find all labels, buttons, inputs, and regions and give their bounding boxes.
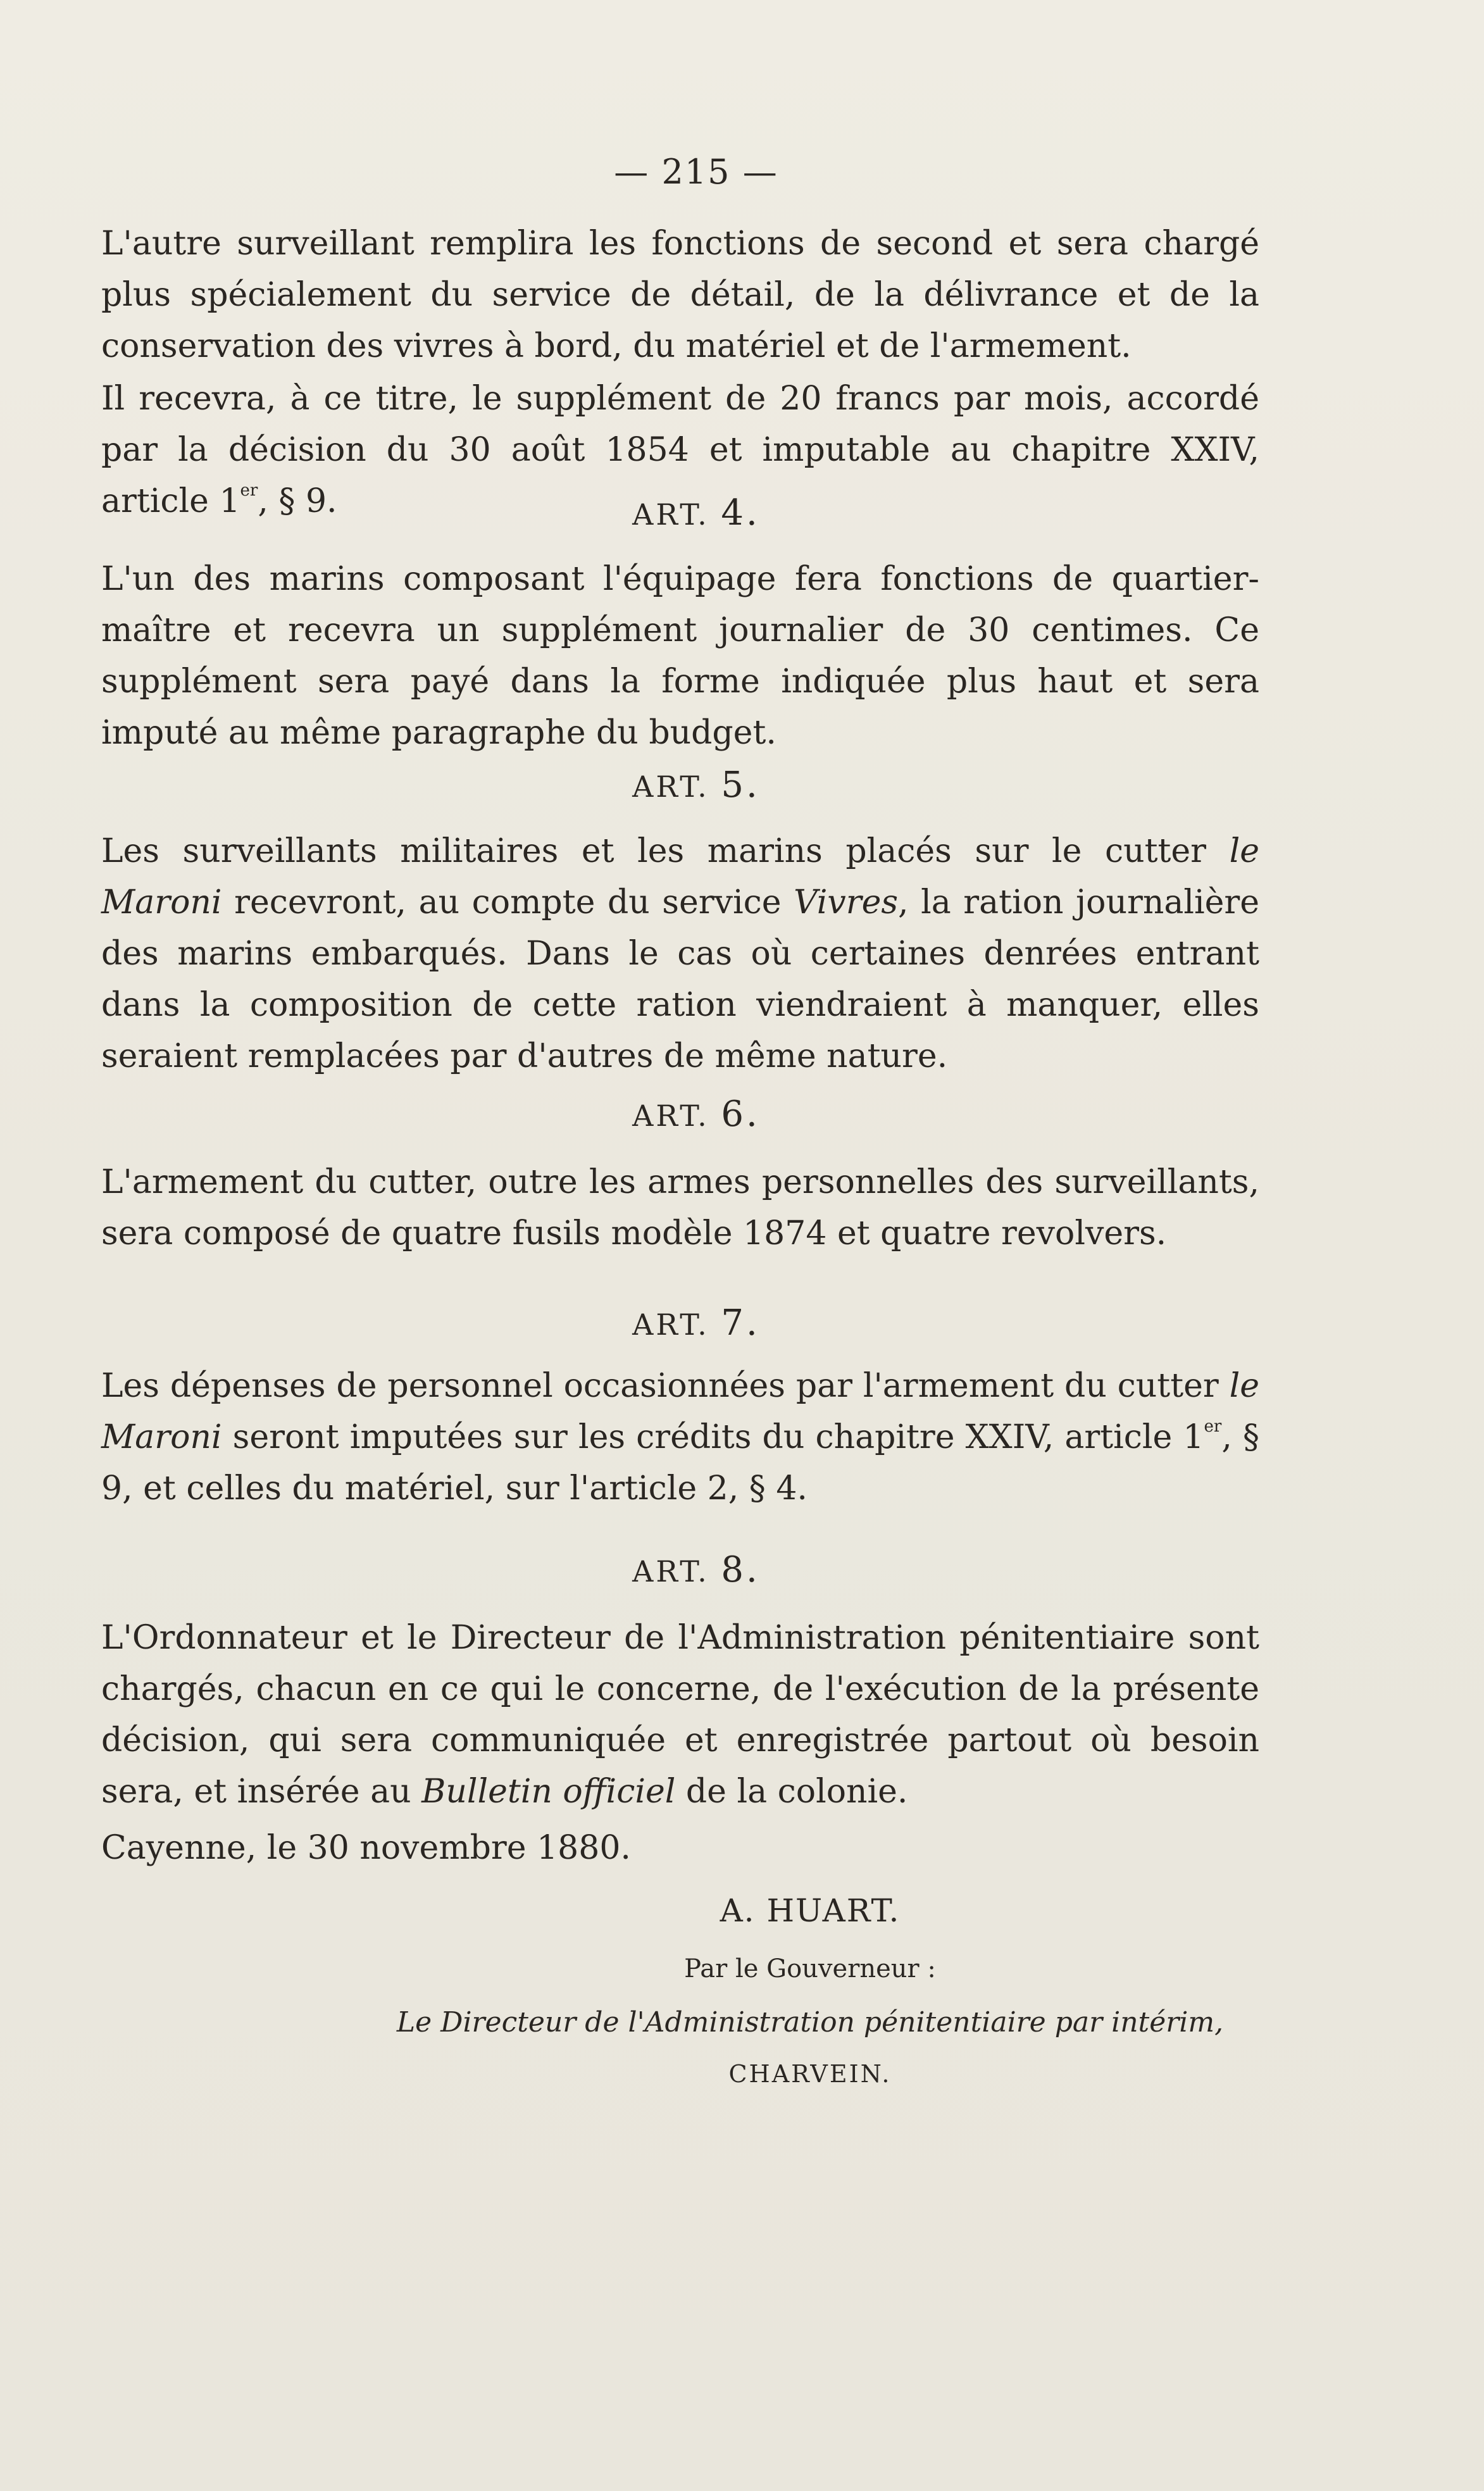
- article-5-number: 5.: [721, 765, 760, 806]
- paragraph-7-italic-bulletin: Bulletin officiel: [421, 1773, 676, 1811]
- article-7-heading: [0, 1302, 1392, 1344]
- paragraph-7-text: [101, 1613, 1259, 1818]
- article-4-heading: [0, 492, 1392, 534]
- paragraph-3: [101, 554, 1259, 759]
- article-7-number: 7.: [721, 1302, 760, 1344]
- place-date: [101, 1823, 1259, 1874]
- paragraph-4: [101, 826, 1259, 1082]
- paragraph-2-superscript: er: [240, 481, 258, 500]
- paragraph-1: [101, 218, 1259, 372]
- paragraph-5: [101, 1157, 1259, 1259]
- article-8-number: 8.: [721, 1549, 760, 1590]
- article-5-heading: [0, 765, 1392, 806]
- signature-name: A. HUART.: [720, 1892, 901, 1929]
- paragraph-6: [101, 1361, 1259, 1514]
- article-5-label: ART.: [632, 770, 709, 804]
- signature-by-line: Par le Gouverneur :: [684, 1954, 936, 1983]
- paragraph-2-part-b: , § 9.: [258, 482, 337, 520]
- paragraph-6-part-b: seront imputées sur les crédits du chapitre XXIV, article 1: [221, 1418, 1204, 1456]
- place-date-text: Cayenne, le 30 novembre 1880.: [101, 1829, 631, 1867]
- paragraph-4-part-c: , la ration journalière des marins embarqués. Dans le cas où certaines denrées entrant dans la composition de cette ration viendraient à manquer, elles seraient remplacées par d'autres de même nature.: [101, 883, 1259, 1075]
- paragraph-7-part-b: de la colonie.: [675, 1773, 908, 1811]
- article-8-heading: [0, 1549, 1392, 1590]
- paragraph-6-text: [101, 1361, 1259, 1514]
- article-6-heading: [0, 1094, 1392, 1135]
- page-number: — 215 —: [614, 152, 778, 192]
- article-4-label: ART.: [632, 497, 709, 532]
- paragraph-4-text: [101, 826, 1259, 1082]
- paragraph-1-text: L'autre surveillant remplira les fonctions de second et sera chargé plus spécialement du service de détail, de la délivrance et de la conservation des vivres à bord, du matériel et de l'armement.: [101, 225, 1259, 365]
- paragraph-7: [101, 1613, 1259, 1818]
- signature-signer: CHARVEIN.: [728, 2060, 892, 2088]
- paragraph-6-superscript: er: [1204, 1417, 1222, 1436]
- paragraph-6-part-c: , § 9, et celles du matériel, sur l'article 2, § 4.: [101, 1418, 1260, 1508]
- article-6-label: ART.: [632, 1099, 709, 1133]
- paragraph-7-part-a: L'Ordonnateur et le Directeur de l'Administration pénitentiaire sont chargés, chacun en ce qui le concerne, de l'exécution de la présente décision, qui sera communiquée et enregistrée partout où besoin sera, et insérée au: [101, 1619, 1259, 1811]
- article-7-label: ART.: [632, 1308, 709, 1342]
- paragraph-6-italic-cutter: le Maroni: [101, 1367, 1259, 1456]
- article-6-number: 6.: [721, 1094, 760, 1135]
- paragraph-5-text: L'armement du cutter, outre les armes personnelles des surveillants, sera composé de quatre fusils modèle 1874 et quatre revolvers.: [101, 1163, 1259, 1252]
- paragraph-3-text: L'un des marins composant l'équipage fera fonctions de quartier-maître et recevra un supplément journalier de 30 centimes. Ce supplément sera payé dans la forme indiquée plus haut et sera imputé au même paragraphe du budget.: [101, 560, 1259, 752]
- paragraph-4-part-b: recevront, au compte du service: [221, 883, 794, 921]
- paragraph-6-part-a: Les dépenses de personnel occasionnées par l'armement du cutter: [101, 1367, 1230, 1405]
- paragraph-4-italic-vivres: Vivres: [794, 883, 899, 921]
- paragraph-4-part-a: Les surveillants militaires et les marins placés sur le cutter: [101, 832, 1230, 870]
- article-8-label: ART.: [632, 1554, 709, 1589]
- paragraph-2-part-a: Il recevra, à ce titre, le supplément de 20 francs par mois, accordé par la décision du 30 août 1854 et imputable au chapitre XXIV, article 1: [101, 380, 1259, 520]
- article-4-number: 4.: [721, 492, 760, 534]
- signature-title: Le Directeur de l'Administration pénitentiaire par intérim,: [396, 2006, 1224, 2038]
- paragraph-4-italic-cutter: le Maroni: [101, 832, 1259, 921]
